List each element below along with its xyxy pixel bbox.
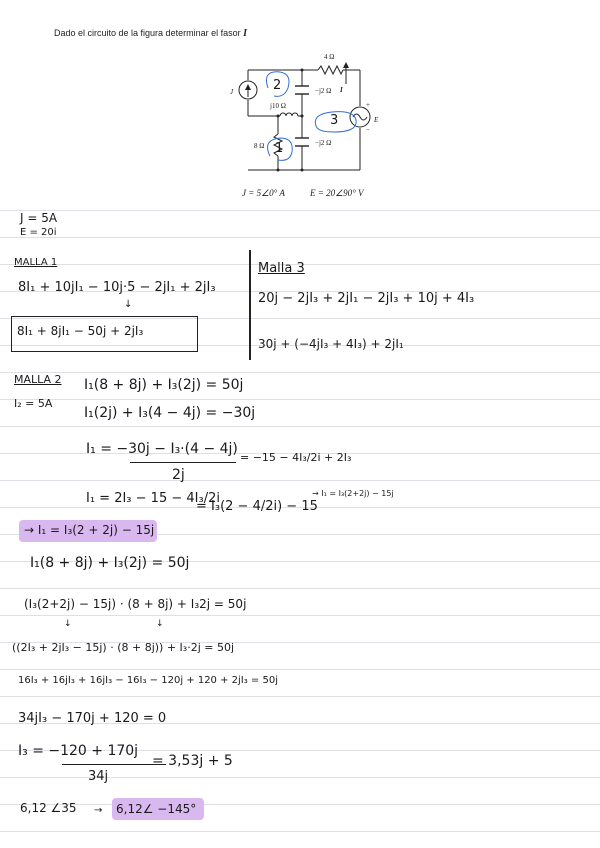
final-answer: 6,12∠ −145° (116, 802, 197, 816)
problem-variable: I (243, 28, 248, 39)
substitution-1: (I₃(2+2j) − 15j) · (8 + 8j) + I₃2j = 50j (24, 597, 247, 611)
printed-problem-panel (48, 18, 480, 200)
label-minus: − (366, 126, 370, 134)
highlighted-i1-expression: → I₁ = I₃(2 + 2j) − 15j (24, 523, 155, 537)
label-current-i: I (340, 86, 343, 94)
solve-fraction-bar (130, 462, 236, 463)
ruled-line (0, 399, 600, 400)
malla1-boxed-result: 8I₁ + 8jI₁ − 50j + 2jI₃ (17, 324, 144, 338)
label-c-bottom: −j2 Ω (315, 139, 332, 147)
solve-denominator: 2j (172, 467, 185, 483)
step-rearrange: I₁ = 2I₃ − 15 − 4I₃/2i (86, 491, 220, 506)
mesh-3-label: 3 (330, 113, 339, 128)
solve-result: = −15 − 4I₃/2i + 2I₃ (240, 451, 352, 464)
step-factor: = I₃(2 − 4/2i) − 15 (196, 499, 318, 514)
collected-equation: 34jI₃ − 170j + 120 = 0 (18, 711, 167, 726)
ruled-line (0, 237, 600, 238)
malla2-equation: I₂ = 5A (14, 397, 53, 410)
solve-numerator: I₁ = −30j − I₃·(4 − 4j) (86, 441, 238, 457)
malla3-equation: 20j − 2jI₃ + 2jI₁ − 2jI₃ + 10j + 4I₃ (258, 291, 475, 306)
given-e: E = 20∠90° V (310, 188, 364, 198)
label-source-j: J (230, 88, 234, 96)
ruled-line (0, 588, 600, 589)
mesh-1-label: 1 (275, 141, 284, 156)
ruled-line (0, 426, 600, 427)
ruled-line (0, 696, 600, 697)
expansion: 16I₃ + 16jI₃ + 16jI₃ − 16I₃ − 120j + 120 + 2jI₃ = 50j (18, 675, 278, 686)
system-eq-1: I₁(8 + 8j) + I₃(2j) = 50j (84, 377, 244, 393)
label-r-left: 8 Ω (254, 142, 265, 150)
ruled-line (0, 480, 600, 481)
label-l-mid: j10 Ω (270, 102, 286, 110)
final-arrow: → (94, 805, 103, 816)
i3-numerator: I₃ = −120 + 170j (18, 743, 139, 759)
label-r-top: 4 Ω (324, 53, 335, 61)
malla1-equation: 8I₁ + 10jI₁ − 10j·5 − 2jI₁ + 2jI₃ (18, 280, 216, 295)
circuit-diagram (48, 18, 480, 200)
arrow-b: ↓ (156, 619, 164, 629)
malla1-title: MALLA 1 (14, 257, 58, 268)
malla3-title: Malla 3 (258, 261, 305, 276)
malla3-result: 30j + (−4jI₃ + 4I₃) + 2jI₁ (258, 337, 404, 351)
ruled-line (0, 831, 600, 832)
given-voltage: E = 20i (20, 227, 57, 238)
divider-line (249, 250, 251, 360)
i3-result: = 3,53j + 5 (152, 753, 233, 769)
given-j: J = 5∠0° A (242, 188, 285, 198)
system-eq-2: I₁(2j) + I₃(4 − 4j) = −30j (84, 405, 256, 421)
arrow-a: ↓ (64, 619, 72, 629)
system-eq-1-repeat: I₁(8 + 8j) + I₃(2j) = 50j (30, 555, 190, 571)
polar-form: 6,12 ∠35 (20, 801, 77, 815)
ruled-line (0, 210, 600, 211)
label-plus: + (366, 101, 370, 109)
problem-text: Dado el circuito de la figura determinar el fasor (54, 28, 241, 38)
substitution-2: ((2I₃ + 2jI₃ − 15j) · (8 + 8j)) + I₃·2j = 50j (12, 641, 235, 654)
ruled-line (0, 804, 600, 805)
ruled-line (0, 669, 600, 670)
mesh-2-label: 2 (273, 78, 282, 93)
given-current: J = 5A (20, 211, 58, 225)
malla2-title: MALLA 2 (14, 373, 62, 386)
label-source-e: E (374, 116, 379, 124)
i3-denominator: 34j (88, 769, 109, 784)
malla1-arrow: ↓ (124, 299, 133, 310)
ruled-line (0, 615, 600, 616)
label-c-top: −j2 Ω (315, 87, 332, 95)
ruled-line (0, 372, 600, 373)
i3-fraction-bar (62, 764, 166, 765)
step-side-note: → I₁ = I₃(2+2j) − 15j (312, 489, 394, 498)
